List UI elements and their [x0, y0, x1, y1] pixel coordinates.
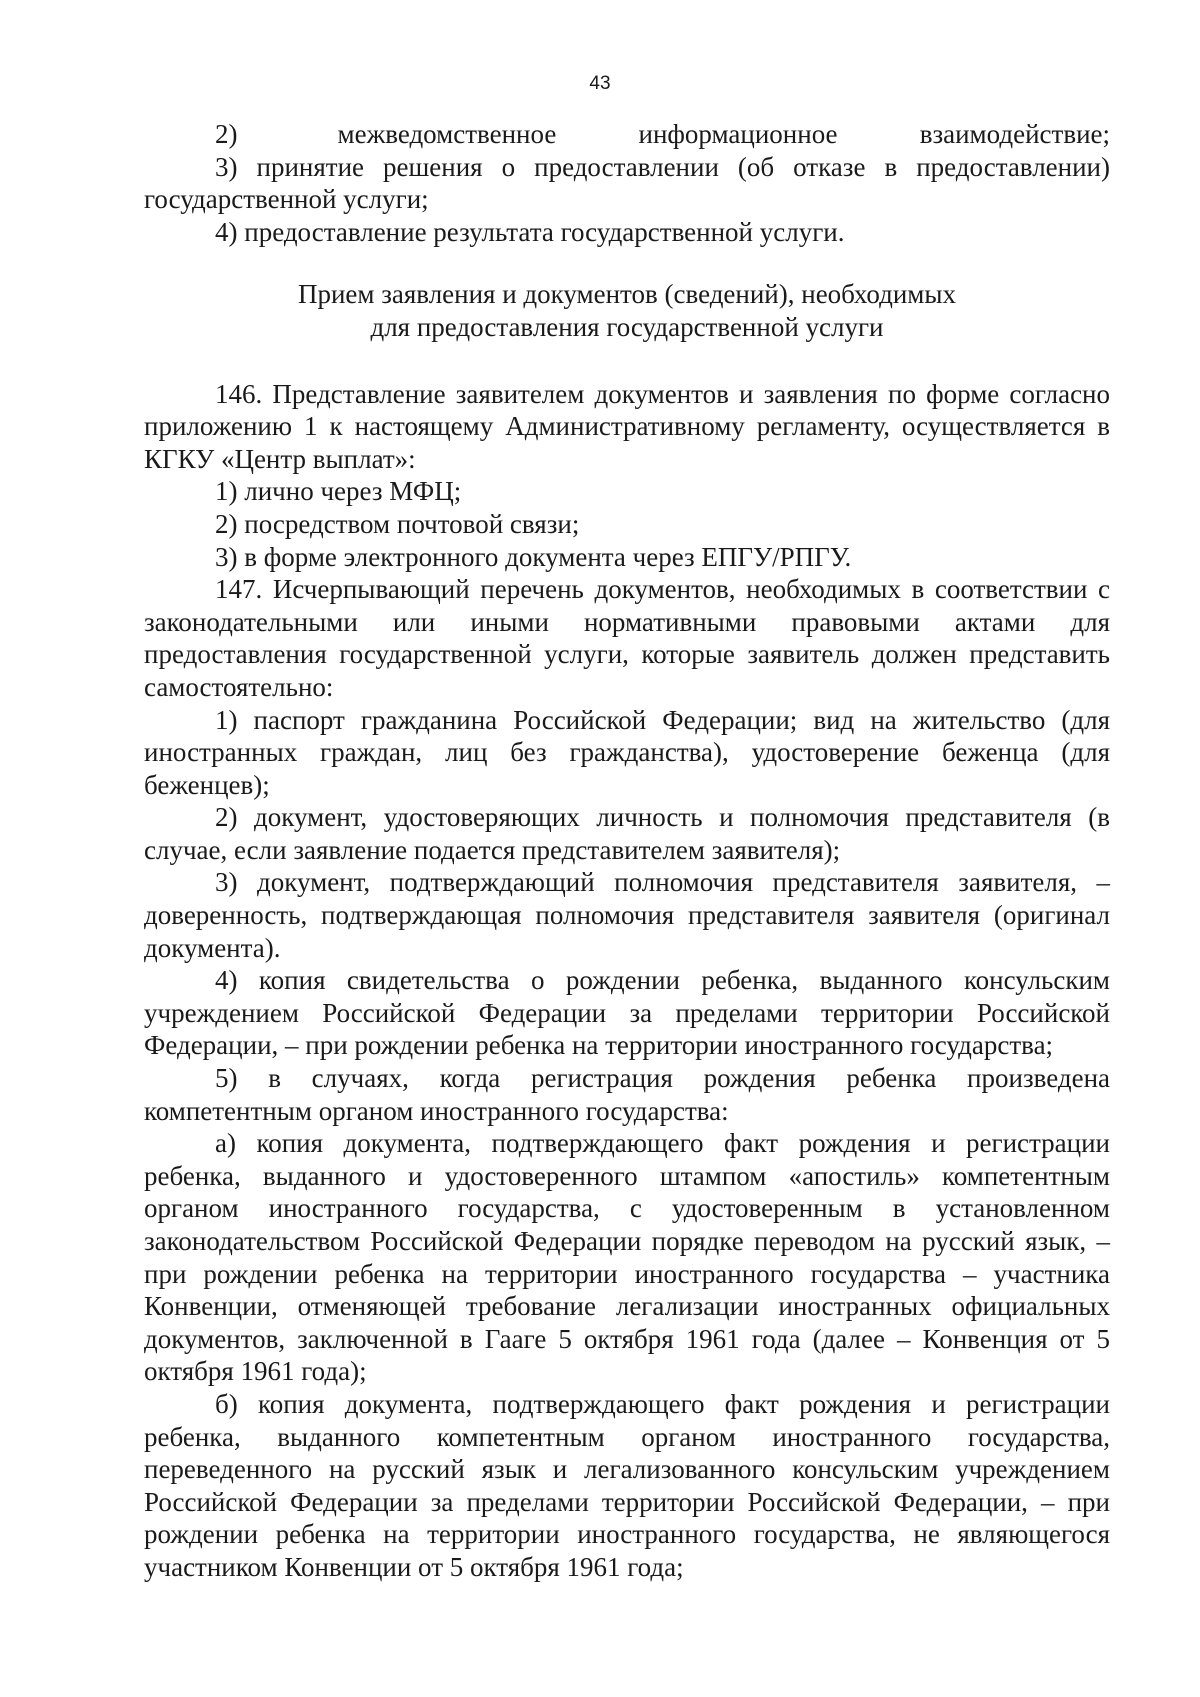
procedure-item-2-number: 2)	[215, 119, 238, 149]
procedure-item-2-text: межведомственное информационное взаимодействие;	[337, 119, 1110, 149]
paragraph-146-item-2: 2) посредством почтовой связи;	[215, 508, 580, 539]
procedure-item-2	[144, 118, 1110, 151]
paragraph-147-item-1: 1) паспорт гражданина Российской Федерации; вид на жительство (для иностранных граждан, лиц без гражданства), удостоверение беженца (для беженцев);	[144, 704, 1110, 800]
paragraph-147-item-3: 3) документ, подтверждающий полномочия представителя заявителя, – доверенность, подтверждающая полномочия представителя заявителя (оригинал документа).	[144, 867, 1110, 963]
paragraph-147-item-5: 5) в случаях, когда регистрация рождения ребенка произведена компетентным органом иностранного государства:	[144, 1063, 1110, 1126]
paragraph-147-item-4: 4) копия свидетельства о рождении ребенка, выданного консульским учреждением Российской Федерации за пределами территории Российской Федерации, – при рождении ребенка на территории иностранного государства;	[144, 965, 1110, 1061]
procedure-item-4: 4) предоставление результата государственной услуги.	[215, 216, 845, 247]
section-heading	[144, 278, 1110, 343]
paragraph-146-item-3: 3) в форме электронного документа через ЕПГУ/РПГУ.	[215, 541, 852, 572]
paragraph-146-item-1: 1) лично через МФЦ;	[215, 476, 462, 507]
paragraph-147-item-2: 2) документ, удостоверяющих личность и полномочия представителя (в случае, если заявление подается представителем заявителя);	[144, 802, 1110, 865]
section-heading-line-2: для предоставления государственной услуги	[370, 311, 884, 342]
document-body	[144, 118, 1110, 1584]
paragraph-147: 147. Исчерпывающий перечень документов, необходимых в соответствии с законодательными или иными нормативными правовыми актами для предоставления государственной услуги, которые заявитель должен представить самостоятельно:	[144, 574, 1110, 702]
paragraph-146: 146. Представление заявителем документов и заявления по форме согласно приложению 1 к настоящему Административному регламенту, осуществляется в КГКУ «Центр выплат»:	[144, 378, 1110, 474]
page-number: 43	[589, 73, 611, 94]
paragraph-147-item-5a: а) копия документа, подтверждающего факт рождения и регистрации ребенка, выданного и удостоверенного штампом «апостиль» компетентным органом иностранного государства, с удостоверенным в установленном законодательством Российской Федерации порядке переводом на русский язык, – при рождении ребенка на территории иностранного государства – участника Конвенции, отменяющей требование легализации иностранных официальных документов, заключенной в Гааге 5 октября 1961 года (далее – Конвенция от 5 октября 1961 года);	[144, 1128, 1110, 1387]
procedure-item-3: 3) принятие решения о предоставлении (об отказе в предоставлении) государственной услуги;	[144, 151, 1110, 215]
section-heading-line-1: Прием заявления и документов (сведений), необходимых	[297, 279, 957, 310]
paragraph-147-item-5b: б) копия документа, подтверждающего факт рождения и регистрации ребенка, выданного компетентным органом иностранного государства, переведенного на русский язык и легализованного консульским учреждением Российской Федерации за пределами территории Российской Федерации, – при рождении ребенка на территории иностранного государства, не являющегося участником Конвенции от 5 октября 1961 года;	[144, 1388, 1110, 1582]
